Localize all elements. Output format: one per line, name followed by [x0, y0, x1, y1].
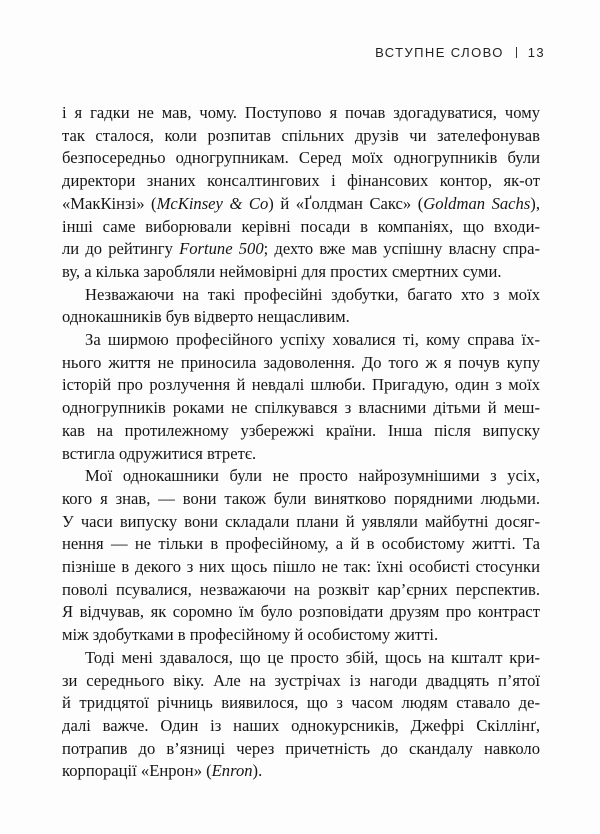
- text-line: Незважаючи на такі професійні здобутки, багато хто з моїх: [85, 284, 540, 304]
- text-line: [62, 238, 540, 261]
- text-segment: ).: [252, 761, 263, 781]
- text-line: одногрупників роками не спілкувався з власними дітьми й меш-: [62, 398, 540, 418]
- paragraph: [62, 465, 540, 647]
- italic-text: Fortune 500: [179, 239, 264, 259]
- text-line: директори знаних консалтингових і фінансових контор, як-от: [62, 171, 540, 191]
- text-line: кого я знав, — вони також були винятково порядними людьми.: [62, 488, 540, 508]
- text-line: Тоді мені здавалося, що це просто збій, щось на кшталт кри-: [85, 647, 540, 667]
- body-text: [62, 102, 540, 783]
- italic-text: Enron: [211, 761, 253, 781]
- text-line: У часи випуску вони складали плани й уявляли майбутні досяг-: [62, 511, 540, 531]
- text-line: [62, 760, 540, 783]
- text-line: історій про розлучення й невдалі шлюби. Пригадую, один з моїх: [62, 375, 540, 395]
- text-segment: ; дехто вже мав успішну власну спра-: [263, 239, 540, 259]
- paragraph: [62, 647, 540, 783]
- text-line: так сталося, коли розпитав спільних друзів чи зателефонував: [62, 125, 540, 145]
- paragraph: [62, 329, 540, 465]
- running-head: [375, 43, 545, 61]
- text-line: й тридцятої річниць виявилося, що з часом людям ставало де-: [62, 693, 540, 713]
- text-line: інші саме виборювали керівні посади в компаніях, що входи-: [62, 216, 540, 236]
- text-line: потрапив до в’язниці через причетність до скандалу навколо: [62, 738, 540, 758]
- running-head-divider: [516, 47, 517, 58]
- text-line: Мої однокашники були не просто найрозумнішими з усіх,: [85, 466, 540, 486]
- text-line: ву, а кілька заробляли неймовірні для простих смертних суми.: [62, 261, 502, 281]
- text-segment: ) й «Ґолдман Сакс» (: [268, 193, 424, 213]
- text-line: зи середнього віку. Але на зустрічах із нагоди двадцять п’ятої: [62, 670, 540, 690]
- italic-text: Goldman Sachs: [423, 193, 531, 213]
- italic-text: McKinsey & Co: [156, 193, 269, 213]
- paragraph: [62, 102, 540, 284]
- text-line: однокашників був відверто нещасливим.: [62, 307, 350, 327]
- text-line: між здобутками в професійному й особистому житті.: [62, 625, 439, 645]
- text-line: і я гадки не мав, чому. Поступово я почав здогадуватися, чому: [62, 103, 540, 122]
- text-segment: корпорації «Енрон» (: [62, 761, 212, 781]
- text-line: кав на протилежному узбережжі країни. Інша після випуску: [62, 420, 540, 440]
- text-line: Я відчував, як соромно їм було розповідати друзям про контраст: [62, 602, 540, 622]
- paragraph: [62, 284, 540, 329]
- text-segment: «МакКінзі» (: [62, 193, 157, 213]
- text-segment: ли до рейтингу: [62, 239, 180, 259]
- text-line: поволі псувалися, незважаючи на розквіт кар’єрних перспектив.: [62, 579, 540, 599]
- text-line: далі важче. Один із наших однокурсників, Джефрі Скіллінґ,: [62, 715, 540, 735]
- text-line: безпосередньо одногрупникам. Серед моїх одногрупників були: [62, 148, 540, 168]
- text-line: встигла одружитися втретє.: [62, 443, 257, 463]
- text-line: За ширмою професійного успіху ховалися ті, кому справа їх-: [85, 330, 540, 350]
- page-number: 13: [527, 44, 545, 60]
- text-line: нього життя не приносила задоволення. До того ж я почув купу: [62, 352, 540, 372]
- section-title: ВСТУПНЕ СЛОВО: [375, 44, 504, 60]
- text-line: нення — не тільки в професійному, а й в особистому житті. Та: [62, 534, 540, 554]
- text-line: [62, 193, 540, 216]
- text-segment: ),: [530, 193, 540, 213]
- text-line: пізніше в декого з них щось пішло не так: їхні особисті стосунки: [62, 557, 540, 577]
